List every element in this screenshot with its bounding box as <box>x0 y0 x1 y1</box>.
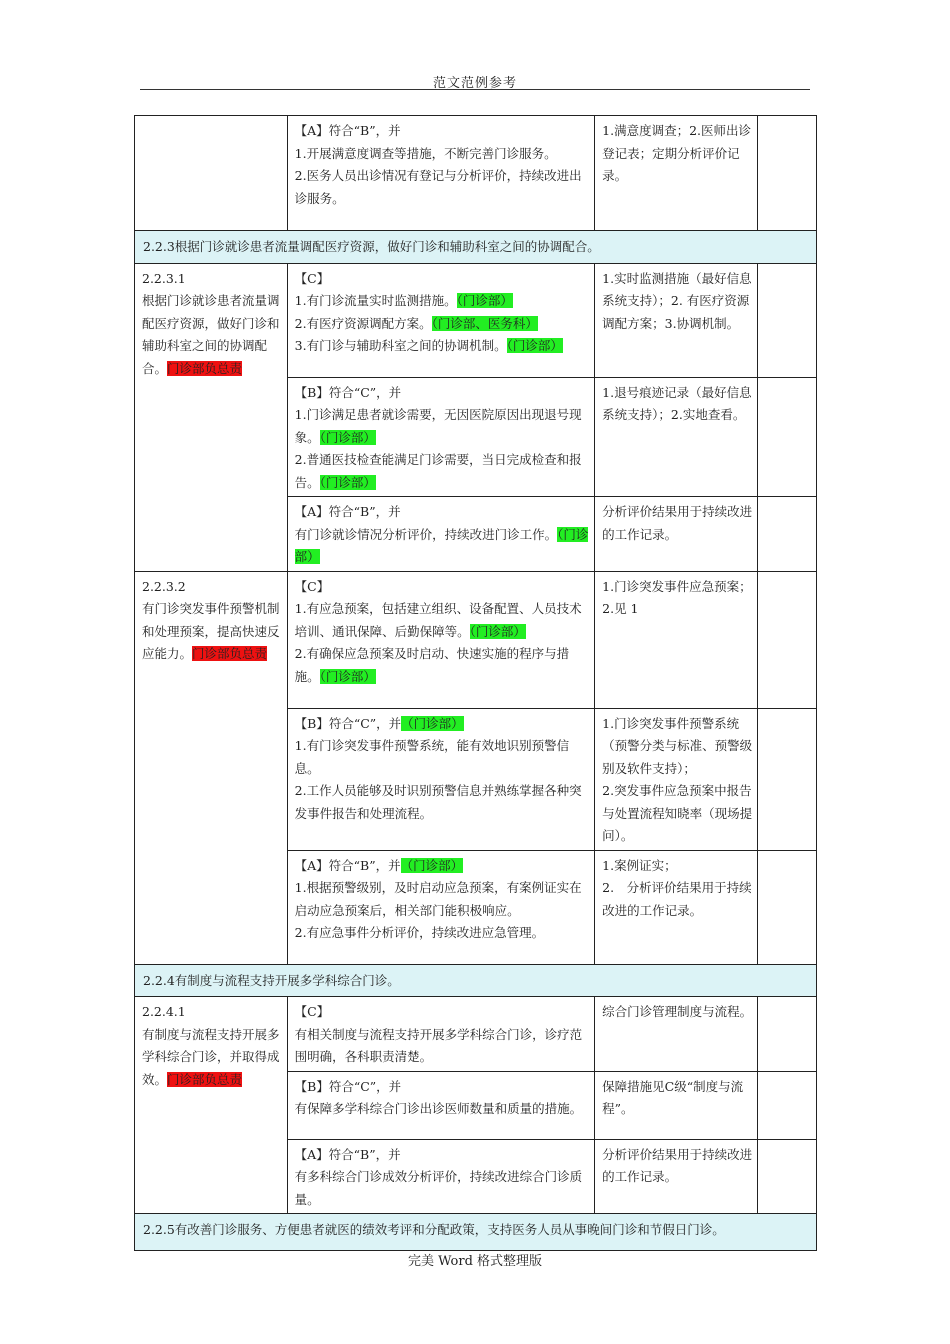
criteria-cell <box>287 850 595 964</box>
dept-tag: （门诊部） <box>319 474 376 490</box>
criteria-item: 有相关制度与流程支持开展多学科综合门诊，诊疗范围明确，各科职责清楚。 <box>294 1026 583 1064</box>
dept-tag: （门诊部） <box>400 857 464 873</box>
header-divider <box>140 89 810 90</box>
evidence-cell: 分析评价结果用于持续改进的工作记录。 <box>595 497 758 572</box>
dept-tag: （门诊部、医务科） <box>431 315 538 331</box>
criteria-item: 1.有门诊流量实时监测措施。 <box>294 293 457 308</box>
criteria-title: 【A】符合“B”，并 <box>294 123 401 138</box>
section-row <box>135 964 817 997</box>
criteria-item: 1.开展满意度调查等措施，不断完善门诊服务。 <box>294 145 557 161</box>
section-title: 2.2.3根据门诊就诊患者流量调配医疗资源，做好门诊和辅助科室之间的协调配合。 <box>135 231 817 264</box>
item-text: 有门诊突发事件预警机制和处理预案，提高快速反应能力。 <box>142 601 280 661</box>
section-row <box>135 231 817 264</box>
page-header: 范文范例参考 <box>432 76 517 91</box>
score-cell <box>757 997 816 1072</box>
score-cell <box>757 850 816 964</box>
item-id: 2.2.3.2 <box>142 578 186 594</box>
score-cell <box>757 116 816 231</box>
evidence-cell: 保障措施见C级“制度与流程”。 <box>595 1071 758 1139</box>
table-row <box>135 571 817 708</box>
criteria-item: 有门诊就诊情况分析评价，持续改进门诊工作。 <box>294 526 558 542</box>
owner-tag: 门诊部负总责 <box>167 1071 243 1087</box>
criteria-cell <box>287 116 595 231</box>
section-title: 2.2.4有制度与流程支持开展多学科综合门诊。 <box>135 964 817 997</box>
dept-tag: （门诊部） <box>401 715 464 731</box>
criteria-title: 【B】符合“C”，并 <box>294 1078 402 1094</box>
item-cell <box>135 997 288 1214</box>
criteria-title: 【B】符合“C”，并 <box>294 384 402 400</box>
criteria-cell <box>287 263 595 377</box>
evidence-cell: 1.退号痕迹记录（最好信息系统支持）；2.实地查看。 <box>595 377 758 497</box>
dept-tag: （门诊部） <box>319 668 376 684</box>
criteria-title: 【C】 <box>294 1004 330 1019</box>
criteria-item: 1.门诊满足患者就诊需要，无因医院原因出现退号现象。 <box>294 407 582 445</box>
item-id: 2.2.4.1 <box>142 1004 186 1019</box>
section-title: 2.2.5有改善门诊服务、方便患者就医的绩效考评和分配政策，支持医务人员从事晚间门诊和节假日门诊。 <box>135 1214 817 1251</box>
criteria-item: 有多科综合门诊成效分析评价，持续改进综合门诊质量。 <box>294 1169 583 1207</box>
score-cell <box>757 1071 816 1139</box>
criteria-item: 2.有医疗资源调配方案。 <box>294 315 432 331</box>
criteria-item: 3.有门诊与辅助科室之间的协调机制。 <box>294 338 507 353</box>
evidence-item: 1.门诊突发事件预警系统（预警分类与标准、预警级别及软件支持）； <box>602 715 753 776</box>
dept-tag: （门诊部） <box>506 338 563 353</box>
criteria-item: 1.根据预警级别，及时启动应急预案，有案例证实在启动应急预案后，相关部门能积极响应。 <box>294 880 582 918</box>
criteria-item: 2.医务人员出诊情况有登记与分析评价，持续改进出诊服务。 <box>294 168 582 206</box>
owner-tag: 门诊部负总责 <box>192 646 268 661</box>
item-text: 有制度与流程支持开展多学科综合门诊，并取得成效。 <box>142 1026 280 1087</box>
dept-tag: （门诊部） <box>294 526 589 564</box>
criteria-cell <box>287 708 595 850</box>
evidence-cell <box>595 571 758 708</box>
owner-tag: 门诊部负总责 <box>167 360 243 376</box>
item-cell <box>135 116 288 231</box>
score-cell <box>757 708 816 850</box>
evidence-item: 2.见 1 <box>602 601 639 616</box>
table-row <box>135 263 817 377</box>
item-cell <box>135 571 288 964</box>
item-cell <box>135 263 288 571</box>
page-footer: 完美 Word 格式整理版 <box>407 1254 543 1269</box>
evidence-cell: 分析评价结果用于持续改进的工作记录。 <box>595 1139 758 1214</box>
criteria-title: 【A】符合“B”，并 <box>294 1146 401 1162</box>
evidence-item: 1.案例证实； <box>602 857 677 873</box>
evidence-item: 2.突发事件应急预案中报告与处置流程知晓率（现场提问）。 <box>602 783 753 843</box>
dept-tag: （门诊部） <box>456 293 513 308</box>
criteria-cell <box>287 997 595 1072</box>
criteria-cell <box>287 1071 595 1139</box>
score-cell <box>757 377 816 497</box>
item-text: 根据门诊就诊患者流量调配医疗资源，做好门诊和辅助科室之间的协调配合。 <box>142 293 280 376</box>
standards-table <box>134 115 817 1251</box>
score-cell <box>757 497 816 572</box>
criteria-item: 1.有应急预案，包括建立组织、设备配置、人员技术培训、通讯保障、后勤保障等。 <box>294 601 582 639</box>
evidence-cell: 1.实时监测措施（最好信息系统支持）；2. 有医疗资源调配方案；3.协调机制。 <box>595 263 758 377</box>
score-cell <box>757 1139 816 1214</box>
evidence-cell <box>595 850 758 964</box>
criteria-title: 【A】符合“B”，并 <box>294 504 401 519</box>
criteria-cell <box>287 1139 595 1214</box>
criteria-title: 【C】 <box>294 270 330 286</box>
criteria-item: 1.有门诊突发事件预警系统，能有效地识别预警信息。 <box>294 738 570 776</box>
dept-tag: （门诊部） <box>469 623 526 639</box>
criteria-cell <box>287 377 595 497</box>
criteria-item: 2.工作人员能够及时识别预警信息并熟练掌握各种突发事件报告和处理流程。 <box>294 783 582 821</box>
section-row <box>135 1214 817 1251</box>
criteria-item: 2.有确保应急预案及时启动、快速实施的程序与措施。 <box>294 646 570 684</box>
criteria-item: 有保障多学科综合门诊出诊医师数量和质量的措施。 <box>294 1101 583 1116</box>
table-row <box>135 116 817 231</box>
score-cell <box>757 263 816 377</box>
criteria-cell <box>287 497 595 572</box>
criteria-item: 2.有应急事件分析评价，持续改进应急管理。 <box>294 925 545 940</box>
evidence-item: 2. 分析评价结果用于持续改进的工作记录。 <box>602 880 752 918</box>
evidence-cell <box>595 708 758 850</box>
dept-tag: （门诊部） <box>319 429 376 445</box>
table-row <box>135 997 817 1072</box>
item-id: 2.2.3.1 <box>142 270 186 286</box>
score-cell <box>757 571 816 708</box>
criteria-item: 2.普通医技检查能满足门诊需要，当日完成检查和报告。 <box>294 452 582 490</box>
criteria-title: 【C】 <box>294 578 330 594</box>
criteria-title: 【A】符合“B”，并 <box>294 857 401 873</box>
criteria-title: 【B】符合“C”，并 <box>294 715 402 731</box>
criteria-cell <box>287 571 595 708</box>
evidence-cell: 综合门诊管理制度与流程。 <box>595 997 758 1072</box>
evidence-item: 1.门诊突发事件应急预案； <box>602 578 752 594</box>
evidence-cell: 1.满意度调查；2.医师出诊登记表；定期分析评价记录。 <box>595 116 758 231</box>
